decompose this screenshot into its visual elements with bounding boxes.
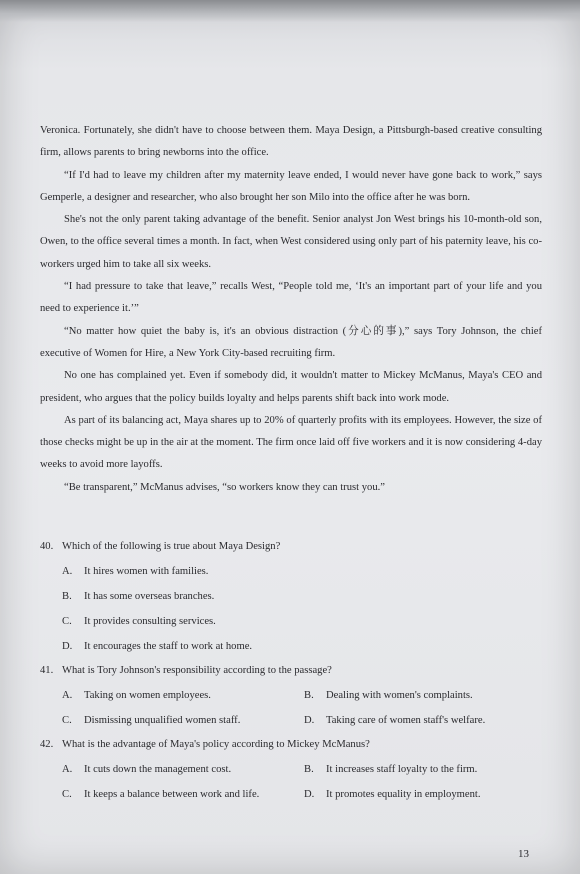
question-stem: [40, 659, 550, 683]
option-text: It increases staff loyalty to the firm.: [326, 764, 478, 775]
passage-paragraph: She's not the only parent taking advantage of the benefit. Senior analyst Jon West brings his 10-month-old son, Owen, to the office several times a month. In fact, when West considered using only part of his paternity leave, his co-workers urged him to take all six weeks.: [40, 214, 542, 270]
option-text: It keeps a balance between work and life.: [84, 789, 260, 800]
option-letter: B.: [304, 764, 314, 775]
question-stem: [40, 535, 550, 559]
passage-paragraph: “I had pressure to take that leave,” recalls West, “People told me, ‘It's an important part of your life and you need to experience it.’”: [40, 281, 542, 315]
question-number: 41.: [40, 665, 54, 676]
option-letter: B.: [62, 591, 72, 602]
options-row: [40, 683, 550, 708]
question-42: [40, 733, 550, 807]
page-top-shadow: [0, 0, 580, 22]
option-42-a: [62, 757, 304, 782]
option-letter: A.: [62, 764, 73, 775]
passage-paragraph: Veronica. Fortunately, she didn't have to choose between them. Maya Design, a Pittsburgh-based creative consulting firm, allows parents to bring newborns into the office.: [40, 125, 542, 159]
passage-paragraph: No one has complained yet. Even if somebody did, it wouldn't matter to Mickey McManus, Maya's CEO and president, who argues that the policy builds loyalty and helps parents shift back into work mode.: [40, 370, 542, 404]
option-letter: D.: [304, 715, 315, 726]
option-letter: B.: [304, 690, 314, 701]
option-40-a: [40, 559, 550, 584]
option-text: It has some overseas branches.: [84, 591, 215, 602]
passage-paragraph: “Be transparent,” McManus advises, “so workers know they can trust you.”: [64, 481, 385, 493]
option-text: It hires women with families.: [84, 566, 209, 577]
option-text: It cuts down the management cost.: [84, 764, 232, 775]
options-row: [40, 782, 550, 807]
question-text: What is the advantage of Maya's policy according to Mickey McManus?: [62, 739, 370, 750]
option-41-d: [304, 708, 546, 733]
options-row: [40, 708, 550, 733]
option-text: Dealing with women's complaints.: [326, 690, 473, 701]
option-text: It provides consulting services.: [84, 616, 216, 627]
option-text: Dismissing unqualified women staff.: [84, 715, 241, 726]
option-letter: C.: [62, 715, 72, 726]
question-number: 40.: [40, 541, 54, 552]
passage-paragraph: “If I'd had to leave my children after my maternity leave ended, I would never have gone back to work,” says Gemperle, a designer and researcher, who also brought her son Milo into the office after he was born.: [40, 169, 542, 203]
option-text: Taking care of women staff's welfare.: [326, 715, 486, 726]
option-text: It promotes equality in employment.: [326, 789, 481, 800]
passage-paragraph: As part of its balancing act, Maya shares up to 20% of quarterly profits with its employees. However, the size of those checks might be up in the air at the moment. The firm once laid off five workers and it is now considering 4-day weeks to avoid more layoffs.: [40, 414, 542, 471]
question-41: [40, 659, 550, 733]
option-41-c: [62, 708, 304, 733]
option-42-b: [304, 757, 546, 782]
option-letter: A.: [62, 690, 73, 701]
reading-passage: [40, 120, 542, 499]
option-42-d: [304, 782, 546, 807]
passage-paragraph: “No matter how quiet the baby is, it's an obvious distraction (分心的事),” says Tory Johnson, the chief executive of Women for Hire, a New York City-based recruiting firm.: [40, 325, 542, 359]
option-42-c: [62, 782, 304, 807]
question-text: What is Tory Johnson's responsibility according to the passage?: [62, 665, 332, 676]
question-40: [40, 535, 550, 659]
option-41-a: [62, 683, 304, 708]
question-stem: [40, 733, 550, 757]
option-41-b: [304, 683, 546, 708]
option-text: It encourages the staff to work at home.: [84, 641, 253, 652]
options-row: [40, 757, 550, 782]
option-40-d: [40, 634, 550, 659]
question-number: 42.: [40, 739, 54, 750]
page-number: 13: [518, 848, 529, 860]
option-letter: A.: [62, 566, 73, 577]
option-letter: D.: [304, 789, 315, 800]
question-text: Which of the following is true about Maya Design?: [62, 541, 281, 552]
option-letter: D.: [62, 641, 73, 652]
option-letter: C.: [62, 789, 72, 800]
option-letter: C.: [62, 616, 72, 627]
question-section: [40, 535, 550, 807]
option-40-b: [40, 584, 550, 609]
option-text: Taking on women employees.: [84, 690, 211, 701]
option-40-c: [40, 609, 550, 634]
